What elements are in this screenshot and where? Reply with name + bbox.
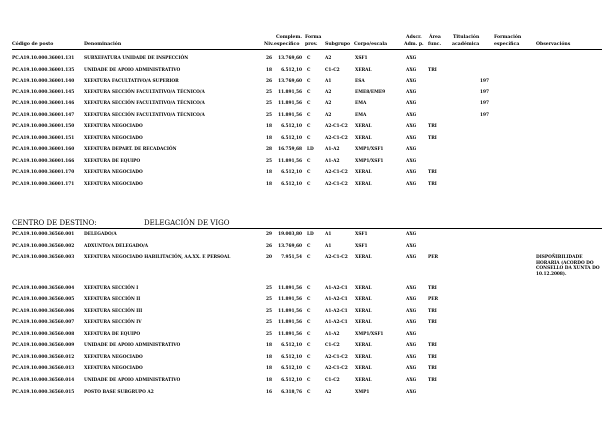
cell-code: PC.A19.10.000.36001.145 bbox=[12, 90, 75, 95]
cell-code: PC.A19.10.000.36001.131 bbox=[12, 56, 75, 61]
cell-cuerpo: EME8/EME9 bbox=[355, 90, 386, 95]
cell-den: XEFATURA SECCIÓN FACULTATIVO/A TÉCNICO/A bbox=[84, 113, 205, 118]
cell-subg: A2-C1-C2 bbox=[325, 182, 348, 187]
cell-forma: C bbox=[307, 136, 311, 141]
cell-ads: AXG bbox=[406, 68, 417, 73]
cell-ads: AXG bbox=[406, 343, 417, 348]
cell-den: UNIDADE DE APOIO ADMINISTRATIVO bbox=[84, 378, 181, 383]
cell-fe: 197 bbox=[480, 113, 489, 118]
cell-cuerpo: XERAL bbox=[355, 378, 372, 383]
cell-forma: C bbox=[307, 113, 311, 118]
cell-niv: 16 bbox=[266, 390, 272, 395]
cell-niv: 18 bbox=[266, 68, 272, 73]
cell-area: TRI bbox=[428, 366, 437, 371]
header-subgrupo: Subgrupo bbox=[325, 42, 351, 47]
header-formacion: Formación bbox=[494, 35, 522, 40]
table-row bbox=[12, 101, 602, 109]
cell-comp: 11.891,56 bbox=[278, 90, 302, 95]
cell-cuerpo: XERAL bbox=[355, 170, 372, 175]
cell-cuerpo: XERAL bbox=[355, 366, 372, 371]
cell-den: XEFATURA NEGOCIADO bbox=[84, 136, 143, 141]
section-label: CENTRO DE DESTINO: bbox=[12, 219, 97, 227]
cell-ads: AXG bbox=[406, 320, 417, 325]
cell-comp: 11.891,56 bbox=[278, 113, 302, 118]
cell-code: PC.A19.10.000.36001.166 bbox=[12, 159, 75, 164]
cell-area: TRI bbox=[428, 343, 437, 348]
cell-code: PC.A19.10.000.36560.001 bbox=[12, 232, 75, 237]
cell-comp: 11.891,56 bbox=[278, 297, 302, 302]
cell-cuerpo: XERAL bbox=[355, 309, 372, 314]
header-complem: Complem. bbox=[276, 35, 302, 40]
cell-den: XEFATURA FACULTATIVO/A SUPERIOR bbox=[84, 79, 179, 84]
cell-cuerpo: XMP1/XSF1 bbox=[355, 332, 384, 337]
cell-area: TRI bbox=[428, 170, 437, 175]
cell-subg: A1 bbox=[325, 79, 332, 84]
cell-niv: 25 bbox=[266, 332, 272, 337]
cell-subg: A2 bbox=[325, 390, 332, 395]
cell-subg: C1-C2 bbox=[325, 343, 340, 348]
cell-den: XEFATURA SECCIÓN FACULTATIVO/A TÉCNICO/A bbox=[84, 101, 205, 106]
cell-ads: AXG bbox=[406, 79, 417, 84]
cell-forma: C bbox=[307, 124, 311, 129]
table-row bbox=[12, 79, 602, 87]
cell-niv: 18 bbox=[266, 124, 272, 129]
cell-den: XEFATURA SECCIÓN III bbox=[84, 309, 143, 314]
cell-forma: C bbox=[307, 170, 311, 175]
cell-subg: C1-C2 bbox=[325, 68, 340, 73]
cell-den: XEFATURA NEGOCIADO bbox=[84, 124, 143, 129]
cell-area: TRI bbox=[428, 182, 437, 187]
cell-fe: 197 bbox=[480, 79, 489, 84]
cell-ads: AXG bbox=[406, 136, 417, 141]
cell-den: POSTO BASE SUBGRUPO A2 bbox=[84, 390, 154, 395]
cell-ads: AXG bbox=[406, 124, 417, 129]
cell-cuerpo: EMA bbox=[355, 101, 367, 106]
header-especifica: específica bbox=[494, 42, 520, 47]
cell-forma: C bbox=[307, 390, 311, 395]
cell-niv: 25 bbox=[266, 320, 272, 325]
cell-area: TRI bbox=[428, 355, 437, 360]
cell-forma: LD bbox=[307, 147, 314, 152]
cell-code: PC.A19.10.000.36560.004 bbox=[12, 286, 75, 291]
cell-subg: A1-A2 bbox=[325, 332, 340, 337]
cell-den: XEFATURA NEGOCIADO HABILITACIÓN, AA.XX. E PERSOAL bbox=[84, 255, 231, 260]
table-row bbox=[12, 136, 602, 144]
table-row bbox=[12, 255, 602, 277]
cell-code: PC.A19.10.000.36560.002 bbox=[12, 244, 75, 249]
table-row bbox=[12, 244, 602, 252]
cell-subg: A2-C1-C2 bbox=[325, 136, 348, 141]
cell-cuerpo: XSF1 bbox=[355, 56, 368, 61]
cell-subg: A2-C1-C2 bbox=[325, 255, 348, 260]
header-especifico: específico bbox=[274, 42, 300, 47]
cell-comp: 13.769,60 bbox=[278, 79, 302, 84]
cell-den: XEFATURA NEGOCIADO bbox=[84, 182, 143, 187]
cell-niv: 25 bbox=[266, 159, 272, 164]
header-divider bbox=[12, 49, 602, 50]
cell-code: PC.A19.10.000.36560.003 bbox=[12, 255, 75, 260]
cell-code: PC.A19.10.000.36001.147 bbox=[12, 113, 75, 118]
header-forma: Forma bbox=[305, 35, 322, 40]
cell-ads: AXG bbox=[406, 309, 417, 314]
cell-area: TRI bbox=[428, 378, 437, 383]
header-codigo: Código de posto bbox=[12, 42, 54, 47]
cell-cuerpo: EMA bbox=[355, 113, 367, 118]
cell-subg: A1-A2-C1 bbox=[325, 320, 348, 325]
cell-comp: 6.512,10 bbox=[281, 366, 302, 371]
cell-forma: C bbox=[307, 343, 311, 348]
cell-comp: 7.951,54 bbox=[281, 255, 302, 260]
cell-subg: A2 bbox=[325, 90, 332, 95]
cell-subg: A2-C1-C2 bbox=[325, 124, 348, 129]
header-niv: Niv. bbox=[264, 42, 274, 47]
cell-niv: 25 bbox=[266, 286, 272, 291]
cell-ads: AXG bbox=[406, 355, 417, 360]
cell-cuerpo: XMP1 bbox=[355, 390, 370, 395]
table-row bbox=[12, 320, 602, 328]
cell-comp: 19.003,80 bbox=[278, 232, 302, 237]
cell-fe: 197 bbox=[480, 101, 489, 106]
cell-forma: C bbox=[307, 68, 311, 73]
cell-code: PC.A19.10.000.36001.150 bbox=[12, 124, 75, 129]
header-func: func. bbox=[428, 42, 442, 47]
cell-ads: AXG bbox=[406, 147, 417, 152]
table-row bbox=[12, 332, 602, 340]
cell-area: PER bbox=[428, 255, 439, 260]
cell-comp: 6.512,10 bbox=[281, 343, 302, 348]
cell-code: PC.A19.10.000.36560.012 bbox=[12, 355, 75, 360]
cell-subg: C1-C2 bbox=[325, 378, 340, 383]
cell-niv: 26 bbox=[266, 79, 272, 84]
cell-comp: 11.891,56 bbox=[278, 159, 302, 164]
cell-forma: C bbox=[307, 244, 311, 249]
cell-subg: A1-A2-C1 bbox=[325, 286, 348, 291]
cell-cuerpo: XERAL bbox=[355, 355, 372, 360]
table-row bbox=[12, 390, 602, 398]
cell-code: PC.A19.10.000.36560.013 bbox=[12, 366, 75, 371]
cell-forma: C bbox=[307, 297, 311, 302]
cell-ads: AXG bbox=[406, 378, 417, 383]
cell-code: PC.A19.10.000.36560.006 bbox=[12, 309, 75, 314]
table-row bbox=[12, 366, 602, 374]
cell-niv: 25 bbox=[266, 90, 272, 95]
cell-niv: 18 bbox=[266, 366, 272, 371]
cell-cuerpo: XERAL bbox=[355, 255, 372, 260]
cell-comp: 11.891,56 bbox=[278, 286, 302, 291]
cell-comp: 11.891,56 bbox=[278, 101, 302, 106]
cell-comp: 13.769,60 bbox=[278, 244, 302, 249]
cell-code: PC.A19.10.000.36560.007 bbox=[12, 320, 75, 325]
cell-forma: C bbox=[307, 79, 311, 84]
cell-ads: AXG bbox=[406, 232, 417, 237]
cell-den: SUBXEFATURA UNIDADE DE INSPECCIÓN bbox=[84, 56, 189, 61]
cell-subg: A1-A2-C1 bbox=[325, 309, 348, 314]
table-row bbox=[12, 124, 602, 132]
cell-den: XEFATURA SECCIÓN I bbox=[84, 286, 139, 291]
cell-code: PC.A19.10.000.36001.135 bbox=[12, 68, 75, 73]
cell-forma: C bbox=[307, 255, 311, 260]
cell-code: PC.A19.10.000.36001.151 bbox=[12, 136, 75, 141]
table-row bbox=[12, 309, 602, 317]
cell-comp: 13.769,60 bbox=[278, 56, 302, 61]
cell-den: XEFATURA DE EQUIPO bbox=[84, 159, 141, 164]
table-row bbox=[12, 378, 602, 386]
cell-subg: A1-A2 bbox=[325, 147, 340, 152]
cell-forma: C bbox=[307, 320, 311, 325]
cell-comp: 6.512,10 bbox=[281, 136, 302, 141]
cell-niv: 29 bbox=[266, 232, 272, 237]
cell-niv: 18 bbox=[266, 170, 272, 175]
cell-niv: 25 bbox=[266, 101, 272, 106]
cell-ads: AXG bbox=[406, 332, 417, 337]
cell-den: XEFATURA NEGOCIADO bbox=[84, 170, 143, 175]
cell-forma: C bbox=[307, 366, 311, 371]
cell-forma: C bbox=[307, 159, 311, 164]
cell-fe: 197 bbox=[480, 90, 489, 95]
cell-comp: 6.512,10 bbox=[281, 68, 302, 73]
table-row bbox=[12, 232, 602, 240]
cell-niv: 18 bbox=[266, 343, 272, 348]
cell-area: TRI bbox=[428, 286, 437, 291]
cell-code: PC.A19.10.000.36560.005 bbox=[12, 297, 75, 302]
table-row bbox=[12, 286, 602, 294]
cell-cuerpo: XERAL bbox=[355, 124, 372, 129]
cell-niv: 18 bbox=[266, 355, 272, 360]
table-row bbox=[12, 355, 602, 363]
cell-niv: 25 bbox=[266, 297, 272, 302]
cell-niv: 25 bbox=[266, 113, 272, 118]
cell-comp: 6.512,10 bbox=[281, 170, 302, 175]
table-row bbox=[12, 90, 602, 98]
cell-forma: C bbox=[307, 286, 311, 291]
cell-ads: AXG bbox=[406, 113, 417, 118]
cell-niv: 26 bbox=[266, 244, 272, 249]
cell-forma: C bbox=[307, 332, 311, 337]
cell-code: PC.A19.10.000.36001.160 bbox=[12, 147, 75, 152]
header-adscr: Adscr. bbox=[406, 35, 422, 40]
cell-subg: A2 bbox=[325, 101, 332, 106]
cell-niv: 18 bbox=[266, 182, 272, 187]
cell-comp: 6.512,10 bbox=[281, 355, 302, 360]
cell-comp: 6.512,10 bbox=[281, 182, 302, 187]
cell-forma: C bbox=[307, 309, 311, 314]
cell-cuerpo: XMP1/XSF1 bbox=[355, 159, 384, 164]
cell-cuerpo: XMP1/XSF1 bbox=[355, 147, 384, 152]
cell-den: DELEGADO/A bbox=[84, 232, 117, 237]
cell-niv: 18 bbox=[266, 136, 272, 141]
cell-den: UNIDADE DE APOIO ADMINISTRATIVO bbox=[84, 343, 181, 348]
table-row bbox=[12, 170, 602, 178]
section-divider bbox=[12, 228, 602, 229]
table-row bbox=[12, 297, 602, 305]
cell-niv: 26 bbox=[266, 56, 272, 61]
cell-cuerpo: XERAL bbox=[355, 68, 372, 73]
cell-subg: A2 bbox=[325, 113, 332, 118]
cell-comp: 11.891,56 bbox=[278, 309, 302, 314]
header-prov: prov. bbox=[305, 42, 318, 47]
cell-den: XEFATURA DE EQUIPO bbox=[84, 332, 141, 337]
cell-ads: AXG bbox=[406, 56, 417, 61]
cell-den: UNIDADE DE APOIO ADMINISTRATIVO bbox=[84, 68, 181, 73]
cell-niv: 28 bbox=[266, 147, 272, 152]
cell-forma: C bbox=[307, 90, 311, 95]
cell-subg: A1 bbox=[325, 232, 332, 237]
cell-code: PC.A19.10.000.36560.009 bbox=[12, 343, 75, 348]
cell-area: TRI bbox=[428, 309, 437, 314]
cell-cuerpo: XERAL bbox=[355, 297, 372, 302]
cell-comp: 6.318,76 bbox=[281, 390, 302, 395]
cell-code: PC.A19.10.000.36560.015 bbox=[12, 390, 75, 395]
cell-niv: 20 bbox=[266, 255, 272, 260]
cell-forma: C bbox=[307, 56, 311, 61]
cell-forma: C bbox=[307, 101, 311, 106]
cell-obs: DISPOÑIBILIDADE HORARIA (ACORDO DO CONSELLO DA XUNTA DO 10.12.2008). bbox=[536, 255, 600, 277]
table-row bbox=[12, 113, 602, 121]
cell-area: TRI bbox=[428, 124, 437, 129]
cell-ads: AXG bbox=[406, 170, 417, 175]
cell-comp: 11.891,56 bbox=[278, 320, 302, 325]
cell-ads: AXG bbox=[406, 244, 417, 249]
cell-den: XEFATURA SECCIÓN FACULTATIVO/A TÉCNICO/A bbox=[84, 90, 205, 95]
cell-comp: 6.512,10 bbox=[281, 378, 302, 383]
cell-ads: AXG bbox=[406, 297, 417, 302]
cell-comp: 6.512,10 bbox=[281, 124, 302, 129]
cell-forma: C bbox=[307, 182, 311, 187]
cell-area: TRI bbox=[428, 136, 437, 141]
cell-code: PC.A19.10.000.36001.171 bbox=[12, 182, 75, 187]
cell-cuerpo: ESA bbox=[355, 79, 365, 84]
cell-comp: 16.759,68 bbox=[278, 147, 302, 152]
cell-cuerpo: XERAL bbox=[355, 182, 372, 187]
cell-den: XEFATURA NEGOCIADO bbox=[84, 366, 143, 371]
cell-subg: A1-A2-C1 bbox=[325, 297, 348, 302]
cell-code: PC.A19.10.000.36001.146 bbox=[12, 101, 75, 106]
cell-ads: AXG bbox=[406, 390, 417, 395]
cell-cuerpo: XERAL bbox=[355, 286, 372, 291]
header-area: Área bbox=[429, 35, 441, 40]
cell-den: XEFATURA DEPART. DE RECADACIÓN bbox=[84, 147, 177, 152]
cell-code: PC.A19.10.000.36001.170 bbox=[12, 170, 75, 175]
cell-subg: A2-C1-C2 bbox=[325, 355, 348, 360]
section-name: DELEGACIÓN DE VIGO bbox=[144, 219, 230, 227]
cell-code: PC.A19.10.000.36560.014 bbox=[12, 378, 75, 383]
cell-subg: A1-A2 bbox=[325, 159, 340, 164]
cell-code: PC.A19.10.000.36001.140 bbox=[12, 79, 75, 84]
cell-cuerpo: XERAL bbox=[355, 320, 372, 325]
header-cuerpo: Corpo/escala bbox=[354, 42, 388, 47]
cell-ads: AXG bbox=[406, 255, 417, 260]
cell-ads: AXG bbox=[406, 101, 417, 106]
cell-subg: A1 bbox=[325, 244, 332, 249]
cell-forma: LD bbox=[307, 232, 314, 237]
cell-ads: AXG bbox=[406, 286, 417, 291]
cell-den: XEFATURA SECCIÓN II bbox=[84, 297, 141, 302]
cell-ads: AXG bbox=[406, 182, 417, 187]
cell-den: XEFATURA NEGOCIADO bbox=[84, 355, 143, 360]
cell-den: ADXUNTO/A DELEGADO/A bbox=[84, 244, 149, 249]
header-titulacion: Titulación bbox=[453, 35, 480, 40]
cell-area: TRI bbox=[428, 320, 437, 325]
table-row bbox=[12, 56, 602, 64]
cell-subg: A2-C1-C2 bbox=[325, 366, 348, 371]
cell-comp: 11.891,56 bbox=[278, 332, 302, 337]
cell-code: PC.A19.10.000.36560.008 bbox=[12, 332, 75, 337]
cell-cuerpo: XERAL bbox=[355, 343, 372, 348]
header-observaciones: Observacións bbox=[536, 42, 571, 47]
cell-forma: C bbox=[307, 378, 311, 383]
cell-area: TRI bbox=[428, 68, 437, 73]
cell-cuerpo: XSF1 bbox=[355, 244, 368, 249]
table-row bbox=[12, 68, 602, 76]
table-row bbox=[12, 147, 602, 155]
cell-den: XEFATURA SECCIÓN IV bbox=[84, 320, 142, 325]
cell-ads: AXG bbox=[406, 159, 417, 164]
table-row bbox=[12, 159, 602, 167]
table-row bbox=[12, 182, 602, 190]
cell-area: PER bbox=[428, 297, 439, 302]
cell-ads: AXG bbox=[406, 366, 417, 371]
table-row bbox=[12, 343, 602, 351]
header-denominacion: Denominación bbox=[84, 42, 122, 47]
cell-niv: 25 bbox=[266, 309, 272, 314]
header-academica: académica bbox=[452, 42, 480, 47]
cell-cuerpo: XSF1 bbox=[355, 232, 368, 237]
cell-subg: A2 bbox=[325, 56, 332, 61]
cell-subg: A2-C1-C2 bbox=[325, 170, 348, 175]
header-adm: Adm. p. bbox=[404, 42, 424, 47]
cell-niv: 18 bbox=[266, 378, 272, 383]
cell-ads: AXG bbox=[406, 90, 417, 95]
cell-cuerpo: XERAL bbox=[355, 136, 372, 141]
cell-forma: C bbox=[307, 355, 311, 360]
